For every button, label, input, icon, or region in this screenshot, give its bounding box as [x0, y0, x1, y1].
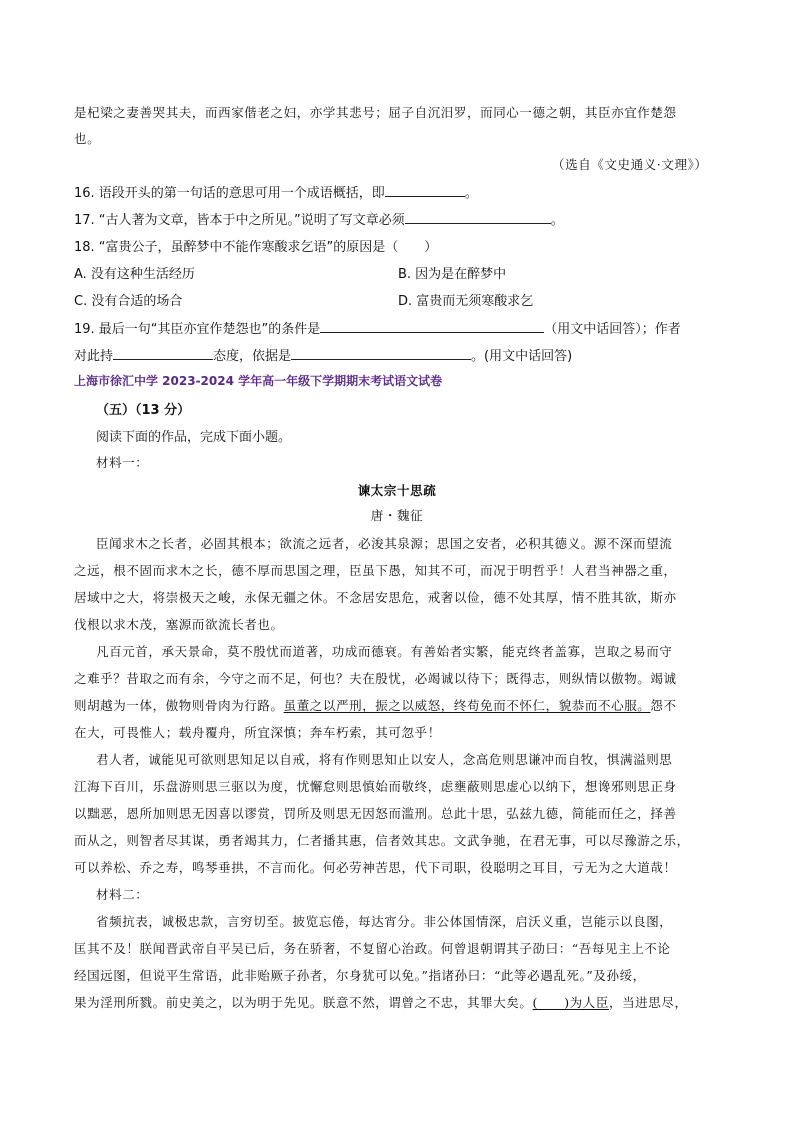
essay-line: 在大，可畏惟人；载舟覆舟，所宜深慎；奔车朽索，其可忽乎！: [74, 725, 441, 740]
essay-line: 江海下百川，乐盘游则思三驱以为度，忧懈怠则思慎始而敬终，虑壅蔽则思虚心以纳下，想谗邪则思正身: [74, 779, 677, 794]
essay-line: 而从之，则智者尽其谋，勇者竭其力，仁者播其惠，信者效其忠。文武争驰，在君无事，可以尽豫游之乐，: [74, 833, 690, 848]
passage-line: 也。: [74, 131, 101, 146]
material-2-line: [74, 993, 688, 1011]
question-19-note: 。(用文中话回答): [471, 349, 573, 364]
fill-in-blank[interactable]: ( )为人臣: [532, 995, 609, 1010]
essay-line: 臣闻求木之长者，必固其根本；欲流之远者，必浚其泉源；思国之安者，必积其德义。源不深而望流: [96, 536, 673, 551]
material-2-line: 匡其不及！朕闻晋武帝自平吴已后，务在骄奢，不复留心治政。何曾退朝谓其子劭曰：“吾每见主上不论: [74, 941, 671, 956]
question-17-text: 17. “古人著为文章，皆本于中之所见。”说明了写文章必须: [74, 213, 405, 228]
material-2-label: 材料二：: [96, 887, 149, 902]
underlined-sentence: 虽董之以严刑，振之以威怒，终苟免而不怀仁，貌恭而不心服。: [283, 698, 651, 713]
section-heading: （五）（13 分）: [96, 403, 191, 418]
essay-line: [74, 696, 677, 714]
option-a[interactable]: A. 没有这种生活经历: [74, 267, 195, 282]
passage-line: 是杞梁之妻善哭其夫，而西家偕老之妇，亦学其悲号；屈子自沉汨罗，而同心一德之朝，其臣亦宜作楚怨: [74, 105, 677, 120]
material-2-line: 经国远图，但说平生常语，此非贻厥子孙者，尔身犹可以免。”指诸孙曰：“此等必遇乱死。”及孙绥，: [74, 968, 646, 983]
section-instruction: 阅读下面的作品，完成下面小题。: [96, 430, 292, 445]
question-19-text: 对此持: [74, 349, 114, 364]
option-d[interactable]: D. 富贵而无须寒酸求乞: [398, 294, 534, 309]
question-16-text: 16. 语段开头的第一句话的意思可用一个成语概括，即: [74, 186, 385, 201]
question-19-text: 19. 最后一句“其臣亦宜作楚怨也”的条件是: [74, 322, 321, 337]
question-17-end: 。: [550, 213, 564, 228]
answer-blank[interactable]: [320, 320, 544, 333]
exam-source-title: 上海市徐汇中学 2023-2024 学年高一年级下学期期末考试语文试卷: [74, 374, 443, 388]
essay-author: 唐・魏征: [370, 508, 424, 523]
essay-title: 谏太宗十思疏: [357, 483, 437, 498]
question-19-line1: [74, 318, 681, 337]
question-17: [74, 209, 564, 228]
material-1-label: 材料一：: [96, 455, 149, 470]
question-19-line2: [74, 345, 572, 364]
essay-text: 怨不: [650, 698, 677, 713]
essay-line: 伐根以求木茂，塞源而欲流长者也。: [74, 617, 284, 632]
essay-line: 以黜恶，恩所加则思无因喜以谬赏，罚所及则思无因怒而滥刑。总此十思，弘兹九德，简能而任之，择善: [74, 806, 677, 821]
passage-source: （选自《文史通义·文理》）: [552, 157, 708, 172]
question-18: 18. “富贵公子，虽醉梦中不能作寒酸求乞语”的原因是（ ）: [74, 240, 438, 255]
answer-blank[interactable]: [113, 347, 213, 360]
option-c[interactable]: C. 没有合适的场合: [74, 294, 183, 309]
essay-line: 君人者，诚能见可欲则思知足以自戒，将有作则思知止以安人，念高危则思谦冲而自牧，惧满溢则思: [96, 752, 673, 767]
essay-line: 凡百元首，承天景命，莫不殷忧而道著，功成而德衰。有善始者实繁，能克终者盖寡，岂取之易而守: [96, 644, 673, 659]
essay-line: 居域中之大，将崇极天之峻，永保无疆之休。不念居安思危，戒奢以俭，德不处其厚，情不胜其欲，斯亦: [74, 590, 677, 605]
answer-blank[interactable]: [385, 184, 465, 197]
essay-line: 之远，根不固而求木之长，德不厚而思国之理，臣虽下愚，知其不可，而况于明哲乎！人君当神器之重，: [74, 563, 677, 578]
material-2-text: ，当进思尽，: [608, 995, 688, 1010]
answer-blank[interactable]: [291, 347, 471, 360]
material-2-line: 省频抗表，诚极忠款，言穷切至。披览忘倦，每达宵分。非公体国情深，启沃义重，岂能示以良图，: [96, 914, 673, 929]
question-16-end: 。: [464, 186, 478, 201]
option-b[interactable]: B. 因为是在醉梦中: [398, 267, 507, 282]
essay-text: 则胡越为一体，傲物则骨肉为行路。: [74, 698, 284, 713]
question-16: [74, 182, 478, 201]
essay-line: 可以养松、乔之寿，鸣琴垂拱，不言而化。何必劳神苦思，代下司职，役聪明之耳目，亏无为之大道哉！: [74, 860, 677, 875]
material-2-text: 果为淫刑所戮。前史美之，以为明于先见。朕意不然，谓曾之不忠，其罪大矣。: [74, 995, 533, 1010]
question-19-note: （用文中话回答）；作者: [544, 322, 681, 337]
essay-line: 之难乎？昔取之而有余，今守之而不足，何也？夫在殷忧，必竭诚以待下；既得志，则纵情以傲物。竭诚: [74, 671, 677, 686]
answer-blank[interactable]: [405, 211, 551, 224]
question-19-text: 态度，依据是: [213, 349, 292, 364]
